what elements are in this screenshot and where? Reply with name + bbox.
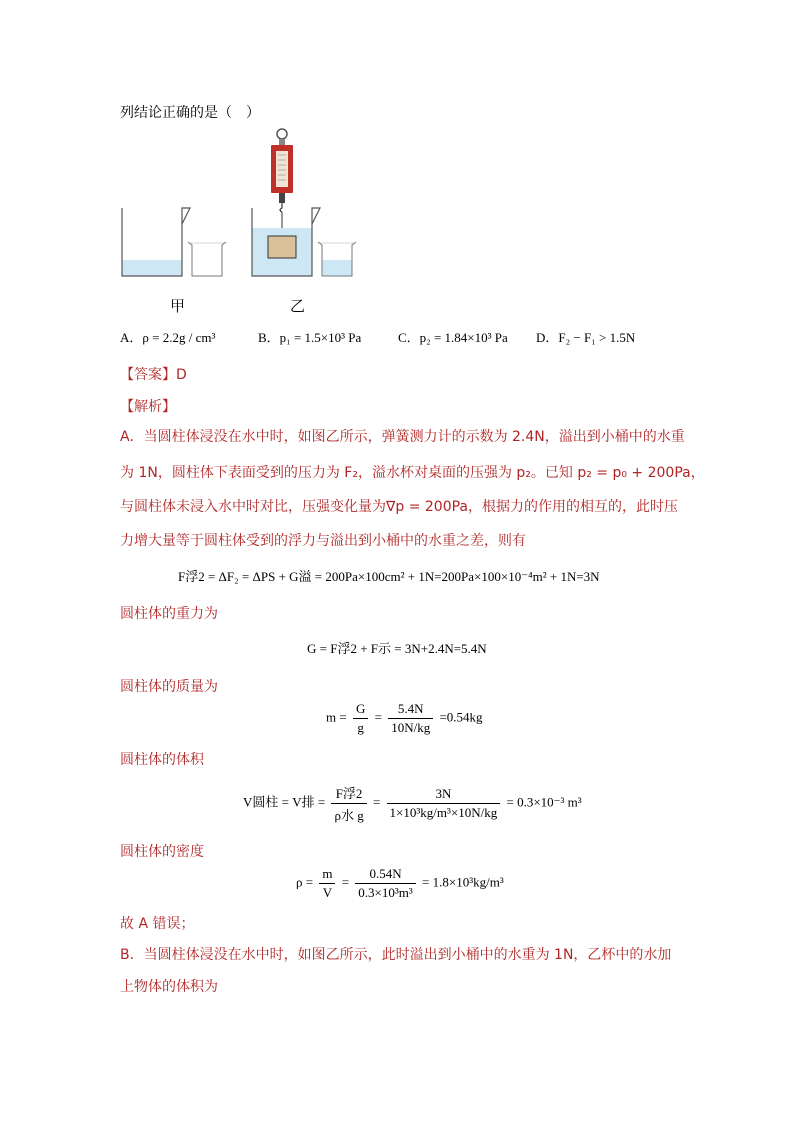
para-b-line-2: 上物体的体积为 [120,979,218,995]
label-gravity: 圆柱体的重力为 [120,606,218,622]
para-b-line-1: B．当圆柱体浸没在水中时，如图乙所示，此时溢出到小桶中的水重为 1N，乙杯中的水加 [120,947,672,963]
analysis-heading: 【解析】 [120,399,176,415]
para-a-line-4: 力增大量等于圆柱体受到的浮力与溢出到小桶中的水重之差，则有 [120,533,526,549]
overflow-cup-jia [122,208,190,276]
conclusion-a: 故 A 错误； [120,916,195,932]
para-a-line-3: 与圆柱体未浸入水中时对比，压强变化量为∇p = 200Pa，根据力的作用的相互的，此时压 [120,499,678,515]
label-mass: 圆柱体的质量为 [120,679,218,695]
equation-gravity: G = F浮2 + F示 = 3N+2.4N=5.4N [307,641,487,656]
equation-mass: m = $\frac{G}{g}$ = $\frac{5.4N}{10N/kg}$ =0.54kg [326,701,483,735]
answer: 【答案】D [120,367,187,383]
cylinder-block [268,236,296,258]
figure-label-yi: 乙 [290,297,306,315]
equation-density: ρ = $\frac{m}{V}$ = $\frac{0.54N}{\text{0.3×10³m³}}$ = 1.8×10³kg/m³ [296,866,504,900]
equation-buoyancy: F浮2 = ΔF₂ = ΔPS + G溢 = 200Pa×100cm² + 1N=200Pa×100×10⁻⁴m² + 1N=3N [178,569,600,584]
label-volume: 圆柱体的体积 [120,752,204,768]
option-c: C．p₂ = 1.84×10³ Pa [398,330,508,345]
spring-scale [271,129,293,236]
label-density: 圆柱体的密度 [120,844,204,860]
question-tail: 列结论正确的是（ ） [120,105,260,121]
beaker-jia [188,242,226,276]
figure-label-jia: 甲 [170,297,186,315]
experiment-figure [112,124,372,320]
para-a-line-2: 为 1N，圆柱体下表面受到的压力为 F₂，溢水杯对桌面的压强为 p₂。已知 p₂ = p₀ + 200Pa， [120,465,705,481]
option-b: B．p₁ = 1.5×10³ Pa [258,330,362,345]
para-a-line-1: A．当圆柱体浸没在水中时，如图乙所示，弹簧测力计的示数为 2.4N，溢出到小桶中的水重 [120,429,685,445]
option-a: A．ρ = 2.2g / cm³ [120,330,216,345]
option-d: D．F₂ − F₁ > 1.5N [536,330,636,345]
equation-volume: V圆柱 = V排 = $\frac{\text{F浮2}}{\text{ρ水 g}}$ = $\frac{3N}{\text{1×10³kg/m³×10N/kg}}$ = 0.3×10⁻³ m³ [243,783,582,824]
beaker-yi [318,242,356,276]
